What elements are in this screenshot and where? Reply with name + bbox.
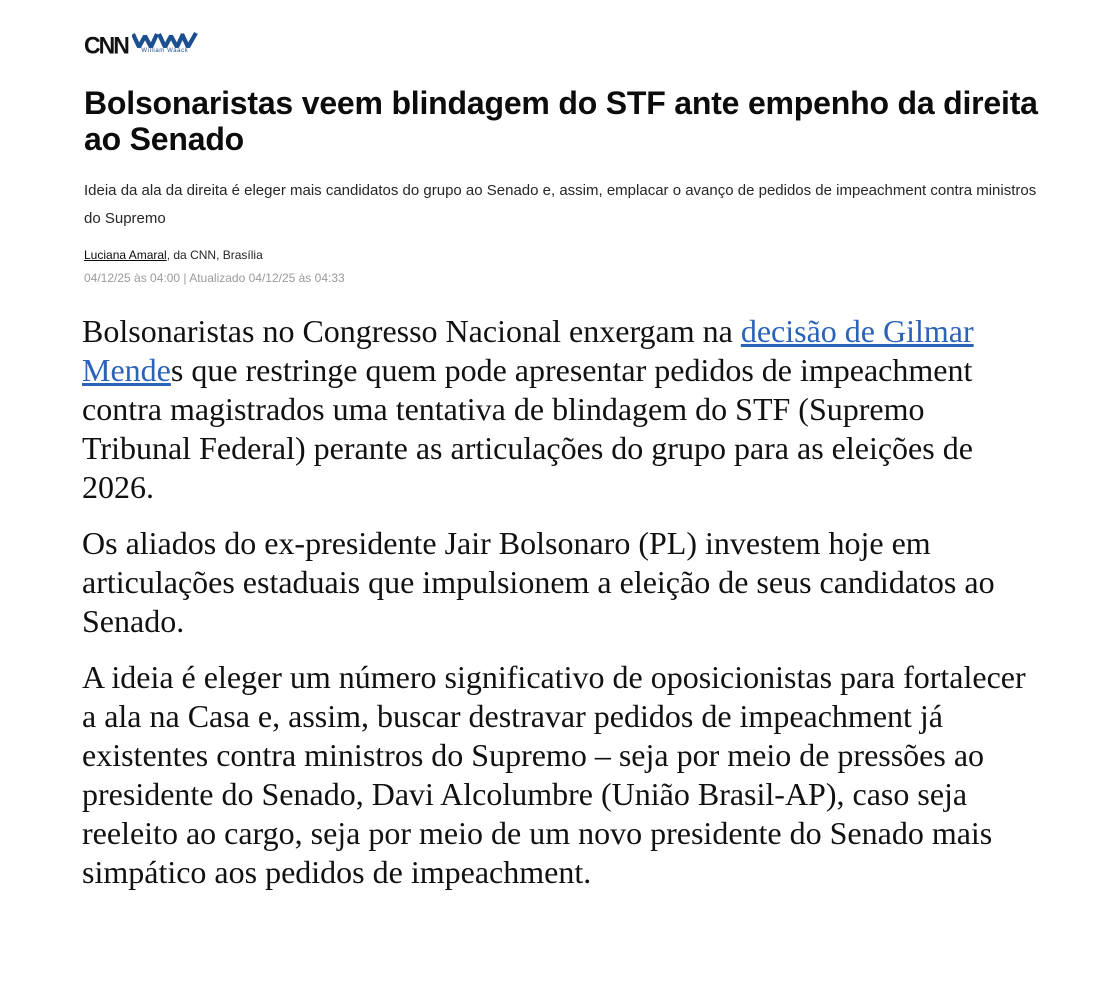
paragraph-1-start: Bolsonaristas no Congresso Nacional enxergam na [82, 313, 741, 349]
article-headline: Bolsonaristas veem blindagem do STF ante empenho da direita ao Senado [84, 85, 1038, 157]
byline-suffix: , da CNN, Brasília [166, 248, 263, 262]
ww-logo-caption: William Waack [141, 48, 189, 54]
body-paragraph-2: Os aliados do ex-presidente Jair Bolsonaro (PL) investem hoje em articulações estaduais que impulsionem a eleição de seus candidatos ao Senado. [82, 525, 995, 639]
date-separator: | [180, 271, 190, 285]
updated-date: Atualizado 04/12/25 às 04:33 [189, 271, 345, 285]
article-dates [84, 270, 345, 286]
body-paragraph-3: A ideia é eleger um número significativo de oposicionistas para fortalecer a ala na Casa e, assim, buscar destravar pedidos de impeachment já existentes contra ministros do Supremo – seja por meio de pressões ao presidente do Senado, Davi Alcolumbre (União Brasil-AP), caso seja reeleito ao cargo, seja por meio de um novo presidente do Senado mais simpático aos pedidos de impeachment. [82, 659, 1026, 890]
body-paragraph-1 [82, 312, 1032, 507]
gilmar-mendes-decision-link[interactable]: decisão de Gilmar Mende [82, 313, 974, 388]
article-subtitle: Ideia da ala da direita é eleger mais candidatos do grupo ao Senado e, assim, emplacar o avanço de pedidos de impeachment contra ministros do Supremo [84, 182, 1037, 227]
article-body [82, 312, 1032, 909]
ww-logo [132, 32, 198, 55]
ww-logo-icon [132, 32, 198, 49]
author-link[interactable]: Luciana Amaral [84, 248, 167, 262]
published-date: 04/12/25 às 04:00 [84, 271, 181, 285]
paragraph-1-end: s que restringe quem pode apresentar pedidos de impeachment contra magistrados uma tentativa de blindagem do STF (Supremo Tribunal Federal) perante as articulações do grupo para as eleições de 2026. [82, 352, 973, 505]
cnn-ww-logo[interactable] [84, 32, 198, 58]
byline [84, 247, 263, 263]
cnn-logo: CNN [84, 31, 128, 59]
